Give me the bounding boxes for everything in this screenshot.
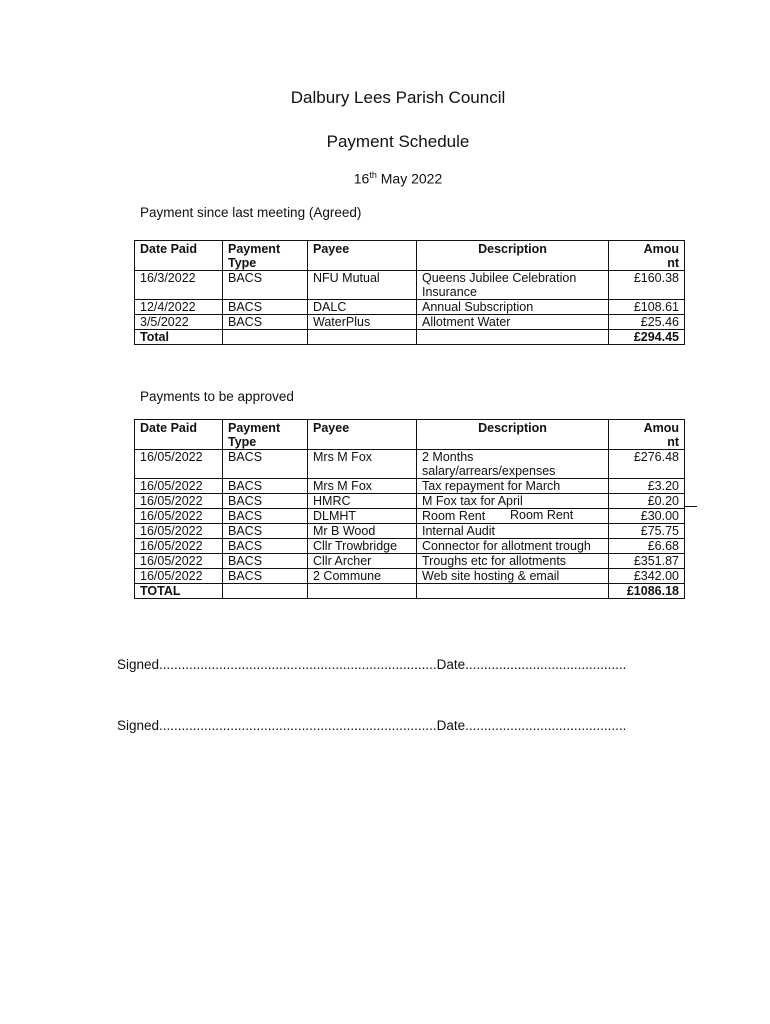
col-payment-type-line2: Type (228, 435, 257, 449)
agreed-payments-table (134, 240, 685, 345)
table-row (135, 539, 685, 554)
cell-amount: £25.46 (609, 315, 685, 330)
cell-type: BACS (223, 479, 308, 494)
cell-description: Allotment Water (417, 315, 609, 330)
cell-date: 16/05/2022 (135, 509, 223, 524)
cell-type: BACS (223, 450, 308, 479)
col-payment-type (223, 420, 308, 450)
cell-date: 3/5/2022 (135, 315, 223, 330)
cell-type: BACS (223, 539, 308, 554)
table-header-row (135, 241, 685, 271)
document-title: Payment Schedule (326, 132, 470, 151)
cell-type: BACS (223, 315, 308, 330)
table-row (135, 524, 685, 539)
cell-type: BACS (223, 569, 308, 584)
col-amount (609, 420, 685, 450)
cell-description (417, 450, 609, 479)
cell-date: 16/3/2022 (135, 271, 223, 300)
cell-date: 12/4/2022 (135, 300, 223, 315)
cell-amount: £0.20 (609, 494, 685, 509)
table-row (135, 315, 685, 330)
cell-date: 16/05/2022 (135, 539, 223, 554)
cell-description (417, 271, 609, 300)
total-label: Total (135, 330, 223, 345)
total-row (135, 330, 685, 345)
col-description: Description (417, 241, 609, 271)
cell-amount: £75.75 (609, 524, 685, 539)
cell-payee: Cllr Archer (308, 554, 417, 569)
cell-amount: £276.48 (609, 450, 685, 479)
empty-cell (308, 330, 417, 345)
cell-payee: 2 Commune (308, 569, 417, 584)
cell-payee: DALC (308, 300, 417, 315)
cell-amount: £30.00 (609, 509, 685, 524)
table-row (135, 554, 685, 569)
cell-description-line1: 2 Months (422, 450, 474, 464)
cell-payee: DLMHT (308, 509, 417, 524)
cell-date: 16/05/2022 (135, 494, 223, 509)
section-heading-agreed: Payment since last meeting (Agreed) (140, 205, 362, 220)
total-amount: £1086.18 (609, 584, 685, 599)
cell-type: BACS (223, 271, 308, 300)
cell-type: BACS (223, 554, 308, 569)
col-date-paid: Date Paid (135, 241, 223, 271)
stray-rule (685, 506, 697, 507)
cell-description: Troughs etc for allotments (417, 554, 609, 569)
cell-description-line1: Queens Jubilee Celebration (422, 271, 577, 285)
signature-line-1: Signed..........................................................................Date........................................... (117, 657, 627, 672)
cell-payee: WaterPlus (308, 315, 417, 330)
cell-description-line2: Insurance (422, 285, 477, 299)
cell-payee: Cllr Trowbridge (308, 539, 417, 554)
cell-description-line2: salary/arrears/expenses (422, 464, 556, 478)
cell-description: Internal Audit (417, 524, 609, 539)
date-day: 16 (353, 170, 370, 187)
cell-description: Tax repayment for March (417, 479, 609, 494)
col-payee: Payee (308, 420, 417, 450)
empty-cell (417, 584, 609, 599)
col-payment-type-line1: Payment (228, 242, 281, 256)
col-payment-type (223, 241, 308, 271)
cell-payee: Mr B Wood (308, 524, 417, 539)
cell-date: 16/05/2022 (135, 479, 223, 494)
col-amount (609, 241, 685, 271)
cell-payee: Mrs M Fox (308, 450, 417, 479)
cell-date: 16/05/2022 (135, 524, 223, 539)
date-suffix: th (369, 170, 377, 180)
col-amount-line2: nt (667, 435, 679, 449)
total-row (135, 584, 685, 599)
section-heading-to-approve: Payments to be approved (140, 389, 294, 404)
cell-type: BACS (223, 300, 308, 315)
table-row (135, 479, 685, 494)
cell-payee: HMRC (308, 494, 417, 509)
cell-description: Web site hosting & email (417, 569, 609, 584)
cell-amount: £6.68 (609, 539, 685, 554)
total-amount: £294.45 (609, 330, 685, 345)
cell-description: Annual Subscription (417, 300, 609, 315)
room-rent-overlay-text: Room Rent (510, 508, 574, 522)
cell-payee: NFU Mutual (308, 271, 417, 300)
table-row (135, 494, 685, 509)
empty-cell (223, 584, 308, 599)
col-amount-line1: Amou (643, 421, 679, 435)
cell-description: Room Rent (417, 509, 609, 524)
cell-type: BACS (223, 494, 308, 509)
council-name: Dalbury Lees Parish Council (290, 88, 506, 107)
cell-date: 16/05/2022 (135, 569, 223, 584)
total-label: TOTAL (135, 584, 223, 599)
empty-cell (223, 330, 308, 345)
cell-amount: £3.20 (609, 479, 685, 494)
col-payment-type-line2: Type (228, 256, 257, 270)
col-description: Description (417, 420, 609, 450)
col-date-paid: Date Paid (135, 420, 223, 450)
col-amount-line2: nt (667, 256, 679, 270)
table-row (135, 450, 685, 479)
cell-amount: £160.38 (609, 271, 685, 300)
col-payment-type-line1: Payment (228, 421, 281, 435)
col-amount-line1: Amou (643, 242, 679, 256)
table-row (135, 569, 685, 584)
date-month-year: May 2022 (376, 170, 443, 187)
table-row (135, 271, 685, 300)
empty-cell (417, 330, 609, 345)
cell-amount: £342.00 (609, 569, 685, 584)
document-date (0, 170, 770, 187)
empty-cell (308, 584, 417, 599)
cell-type: BACS (223, 524, 308, 539)
cell-payee: Mrs M Fox (308, 479, 417, 494)
signature-line-2: Signed..........................................................................Date........................................... (117, 718, 627, 733)
cell-date: 16/05/2022 (135, 554, 223, 569)
cell-description: M Fox tax for April (417, 494, 609, 509)
cell-type: BACS (223, 509, 308, 524)
col-payee: Payee (308, 241, 417, 271)
table-header-row (135, 420, 685, 450)
cell-amount: £351.87 (609, 554, 685, 569)
pending-payments-table (134, 419, 685, 599)
cell-amount: £108.61 (609, 300, 685, 315)
cell-date: 16/05/2022 (135, 450, 223, 479)
table-row (135, 509, 685, 524)
cell-description: Connector for allotment trough (417, 539, 609, 554)
table-row (135, 300, 685, 315)
